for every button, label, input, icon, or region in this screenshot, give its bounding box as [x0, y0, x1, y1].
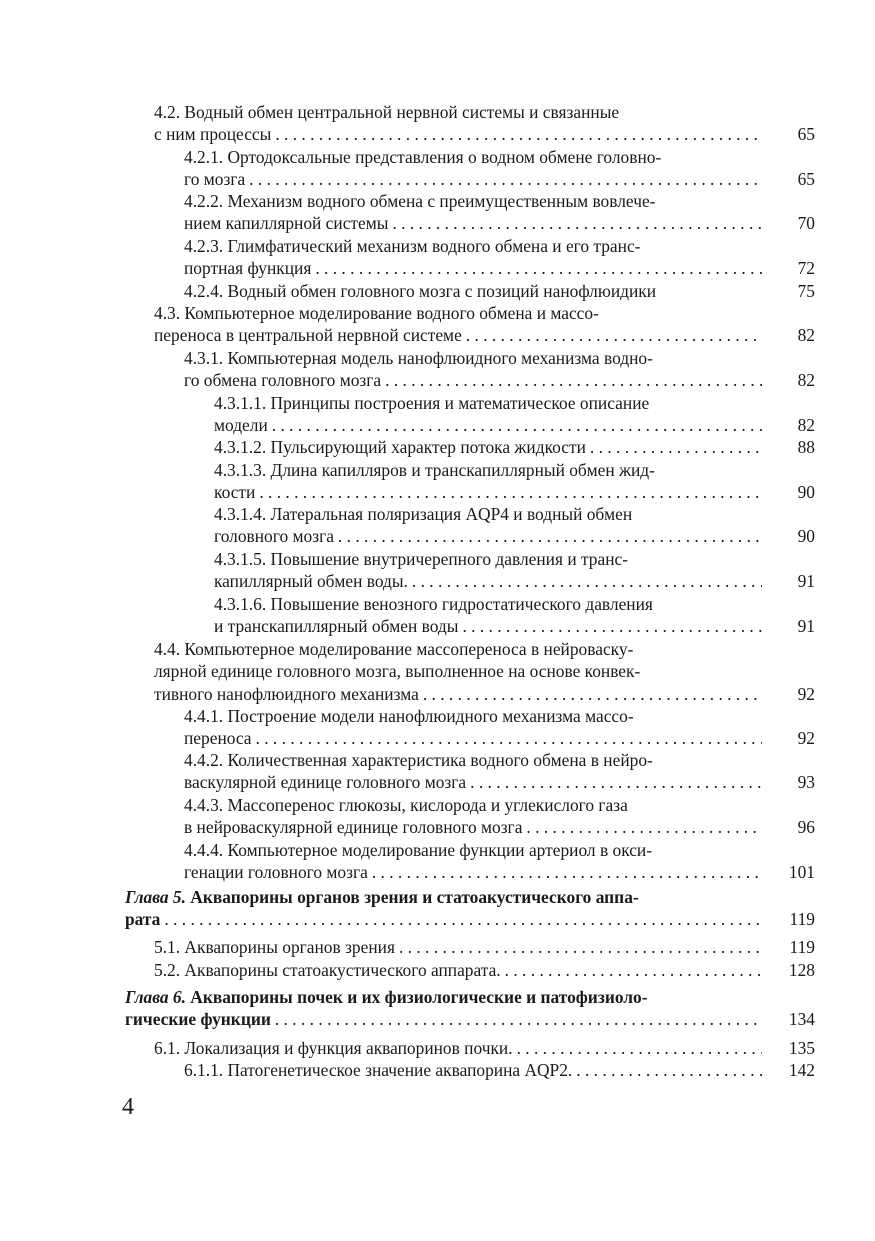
toc-entry[interactable]	[214, 436, 815, 458]
leader-dots	[522, 816, 762, 838]
leader-dots	[501, 959, 762, 981]
page-number: 75	[797, 281, 815, 301]
leader-dots	[395, 936, 762, 958]
toc-entry-text: капиллярный обмен воды.	[214, 571, 408, 592]
toc-entry-text: 4.2.2. Механизм водного обмена с преимущественным вовлече-	[184, 191, 656, 211]
toc-entry-text: 4.3.1.1. Принципы построения и математическое описание	[214, 393, 650, 413]
leader-dots	[268, 414, 762, 436]
page-number: 135	[788, 1038, 815, 1058]
toc-entry-text: 4.3.1.6. Повышение венозного гидростатического давления	[214, 594, 653, 614]
toc-entry-text: 4.2.4. Водный обмен головного мозга с позиций нанофлюидики	[184, 281, 657, 301]
page-number: 82	[797, 325, 815, 346]
toc-entry[interactable]	[184, 705, 815, 750]
toc-entry[interactable]	[184, 347, 815, 392]
toc-entry[interactable]	[154, 1037, 815, 1059]
chapter-label: Глава 5.	[125, 887, 186, 907]
leader-dots	[458, 615, 762, 637]
page-folio-number: 4	[122, 1094, 134, 1120]
page-number: 101	[788, 862, 815, 883]
toc-entry-text: 4.2.3. Глимфатический механизм водного обмена и его транс-	[184, 236, 641, 256]
page-number: 88	[797, 437, 815, 457]
toc-entry-text: 5.1. Аквапорины органов зрения	[154, 937, 395, 957]
leader-dots	[252, 727, 762, 749]
page-number: 90	[797, 526, 815, 547]
chapter-title: Аквапорины почек и их физиологические и патофизиоло-	[190, 987, 648, 1007]
page-number: 82	[797, 415, 815, 436]
page-number: 128	[788, 960, 815, 980]
page-number: 82	[797, 370, 815, 391]
page-number: 134	[788, 1009, 815, 1030]
leader-dots	[466, 771, 762, 793]
leader-dots	[271, 1008, 762, 1030]
leader-dots	[572, 1059, 762, 1081]
leader-dots	[408, 570, 762, 592]
chapter-title: рата	[125, 909, 161, 930]
toc-entry-text: модели	[214, 415, 268, 436]
chapter-label: Глава 6.	[125, 987, 186, 1007]
toc-entry-text: 4.2.1. Ортодоксальные представления о водном обмене головно-	[184, 147, 662, 167]
toc-entry-text: головного мозга	[214, 526, 334, 547]
toc-entry[interactable]	[154, 936, 815, 958]
toc-entry-text: портная функция	[184, 258, 312, 279]
chapter-entry-6[interactable]	[125, 986, 815, 1031]
toc-entry-text: 4.3. Компьютерное моделирование водного обмена и массо-	[154, 303, 599, 323]
toc-entry-text: го мозга	[184, 169, 246, 190]
leader-dots	[462, 324, 762, 346]
toc-entry-text: тивного нанофлюидного механизма	[154, 683, 419, 704]
page-number: 92	[797, 728, 815, 749]
toc-entry[interactable]	[154, 302, 815, 347]
toc-entry-text: кости	[214, 482, 256, 503]
toc-entry-text: 5.2. Аквапорины статоакустического аппарата.	[154, 960, 501, 980]
toc-entry-text: переноса в центральной нервной системе	[154, 325, 462, 346]
toc-entry[interactable]	[214, 392, 815, 437]
toc-entry[interactable]	[184, 1059, 815, 1081]
toc-entry-text: 4.4. Компьютерное моделирование массопереноса в нейроваску-	[154, 639, 634, 659]
toc-entry-text: 6.1. Локализация и функция аквапоринов почки.	[154, 1038, 513, 1058]
toc-entry[interactable]	[154, 959, 815, 981]
toc-entry[interactable]	[214, 503, 815, 548]
toc-entry[interactable]	[214, 593, 815, 638]
leader-dots	[160, 908, 762, 930]
toc-entry[interactable]	[184, 146, 815, 191]
page-number: 119	[789, 937, 815, 957]
page-number: 72	[797, 258, 815, 279]
toc-entry-text: 4.3.1.5. Повышение внутричерепного давления и транс-	[214, 549, 629, 569]
toc-entry[interactable]	[184, 235, 815, 280]
toc-entry-text: 4.2. Водный обмен центральной нервной системы и связанные	[154, 102, 620, 122]
page-number: 65	[797, 124, 815, 145]
leader-dots	[311, 257, 762, 279]
toc-entry-text: генации головного мозга	[184, 862, 368, 883]
page-number: 92	[797, 683, 815, 704]
toc-entry[interactable]	[184, 749, 815, 794]
toc-entry[interactable]	[214, 548, 815, 593]
toc-entry-text: 4.4.4. Компьютерное моделирование функции артериол в окси-	[184, 840, 653, 860]
leader-dots	[255, 481, 762, 503]
leader-dots	[513, 1037, 762, 1059]
leader-dots	[381, 369, 762, 391]
toc-entry-text: 4.3.1.3. Длина капилляров и транскапиллярный обмен жид-	[214, 460, 655, 480]
toc-entry-text: с ним процессы	[154, 124, 272, 145]
page-number: 142	[788, 1060, 815, 1080]
page-number: 93	[797, 772, 815, 793]
page-number: 65	[797, 169, 815, 190]
chapter-entry-5[interactable]	[125, 886, 815, 931]
leader-dots	[334, 525, 762, 547]
leader-dots	[368, 861, 762, 883]
toc-entry-text: 4.4.2. Количественная характеристика водного обмена в нейро-	[184, 750, 653, 770]
toc-entry[interactable]	[214, 459, 815, 504]
toc-entry[interactable]	[184, 280, 815, 302]
toc-entry[interactable]	[154, 101, 815, 146]
leader-dots	[388, 212, 762, 234]
toc-entry-text: 4.4.1. Построение модели нанофлюидного механизма массо-	[184, 706, 634, 726]
toc-entry-text: 4.3.1. Компьютерная модель нанофлюидного механизма водно-	[184, 348, 653, 368]
toc-entry-text: лярной единице головного мозга, выполненное на основе конвек-	[154, 661, 641, 682]
toc-entry[interactable]	[184, 839, 815, 884]
leader-dots	[419, 683, 762, 705]
page-number: 70	[797, 213, 815, 234]
page-number: 91	[797, 571, 815, 592]
toc-entry-text: переноса	[184, 728, 252, 749]
toc-entry-text: 6.1.1. Патогенетическое значение аквапорина AQP2.	[184, 1060, 573, 1080]
toc-entry-text: 4.4.3. Массоперенос глюкозы, кислорода и углекислого газа	[184, 795, 628, 815]
toc-entry-text: нием капиллярной системы	[184, 213, 389, 234]
toc-entry[interactable]	[184, 794, 815, 839]
page-number: 90	[797, 482, 815, 503]
toc-entry-text: го обмена головного мозга	[184, 370, 382, 391]
leader-dots	[245, 168, 762, 190]
chapter-title: гические функции	[125, 1009, 271, 1030]
toc-entry-text: 4.3.1.4. Латеральная поляризация AQP4 и водный обмен	[214, 504, 633, 524]
toc-entry-text: и транскапиллярный обмен воды	[214, 616, 459, 637]
leader-dots	[586, 436, 762, 458]
toc-entry-text: васкулярной единице головного мозга	[184, 772, 467, 793]
toc-entry[interactable]	[154, 638, 815, 705]
chapter-title: Аквапорины органов зрения и статоакустического аппа-	[190, 887, 639, 907]
toc-entry-text: в нейроваскулярной единице головного мозга	[184, 817, 523, 838]
page-number: 96	[797, 817, 815, 838]
toc-entry[interactable]	[184, 190, 815, 235]
toc-entry-text: 4.3.1.2. Пульсирующий характер потока жидкости	[214, 437, 586, 457]
page-number: 119	[789, 909, 815, 930]
page-number: 91	[797, 616, 815, 637]
leader-dots	[271, 123, 762, 145]
